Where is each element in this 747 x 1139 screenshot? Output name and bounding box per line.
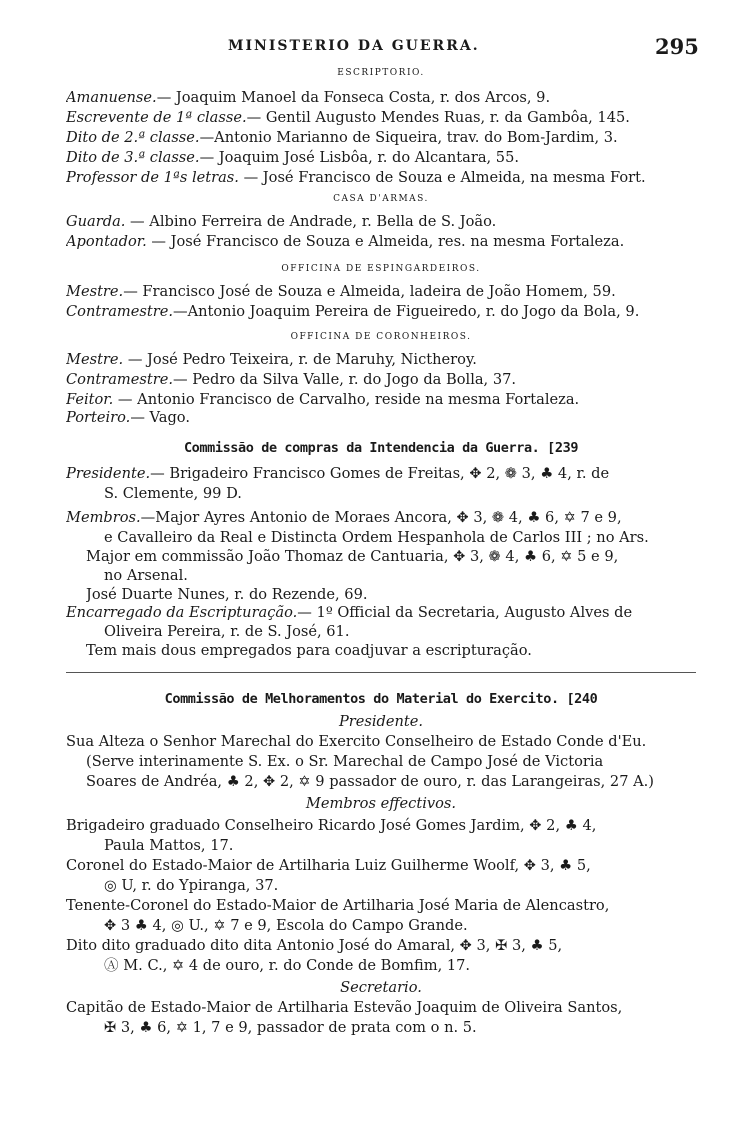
entry-line [66,370,696,390]
entry-line [66,408,696,428]
entry-role: Escrevente de 1ª classe. [66,109,247,126]
entry-role: Membros. [66,509,141,526]
entry-continuation: no Arsenal. [104,567,188,584]
entry-text: — Brigadeiro Francisco Gomes de Freitas, ✥ 2, ❁ 3, ♣ 4, r. de [150,465,610,482]
entry-line [66,390,696,410]
entry-line [66,148,696,168]
entry-line: Brigadeiro graduado Conselheiro Ricardo José Gomes Jardim, ✥ 2, ♣ 4, [66,817,597,834]
entry-line [66,603,696,623]
page-header [0,34,747,64]
entry-text: —Major Ayres Antonio de Moraes Ancora, ✥ 3, ❁ 4, ♣ 6, ✡ 7 e 9, [140,509,622,526]
entry-role: Contramestre. [66,371,173,388]
entry-continuation: (Serve interinamente S. Ex. o Sr. Marechal de Campo José de Victoria [86,753,604,770]
entry-text: — Antonio Francisco de Carvalho, reside na mesma Fortaleza. [113,391,580,408]
entry-line [66,302,696,322]
entry-line [66,212,696,232]
entry-continuation: Oliveira Pereira, r. de S. José, 61. [104,623,350,640]
entry-text: — José Francisco de Souza e Almeida, na mesma Fort. [238,169,646,186]
section-heading-compras: Commissão de compras da Intendencia da Guerra. [239 [183,440,579,456]
section-heading-melhoramentos: Commissão de Melhoramentos do Material do Exercito. [240 [164,691,598,707]
entry-line: Major em commissão João Thomaz de Cantuaria, ✥ 3, ❁ 4, ♣ 6, ✡ 5 e 9, [86,548,619,565]
entry-line [66,350,696,370]
entry-role: Feitor. [66,391,114,408]
entry-line [66,128,696,148]
entry-text: — Francisco José de Souza e Almeida, ladeira de João Homem, 59. [123,283,616,300]
entry-line: Tenente-Coronel do Estado-Maior de Artilharia José Maria de Alencastro, [66,897,610,914]
entry-role: Mestre. [66,351,124,368]
entry-continuation: Ⓐ M. C., ✡ 4 de ouro, r. do Conde de Bomfim, 17. [104,957,471,974]
section-heading-casa-armas: CASA D'ARMAS. [333,194,429,204]
entry-role: Mestre. [66,283,124,300]
entry-line: José Duarte Nunes, r. do Rezende, 69. [86,586,368,603]
entry-line [66,168,696,188]
entry-continuation: Soares de Andréa, ♣ 2, ✥ 2, ✡ 9 passador de ouro, r. das Larangeiras, 27 A.) [86,773,654,790]
entry-text: — Albino Ferreira de Andrade, r. Bella de S. João. [125,213,497,230]
entry-role: Presidente. [66,465,151,482]
entry-text: — José Francisco de Souza e Almeida, res. na mesma Fortaleza. [146,233,625,250]
entry-role: Guarda. [66,213,126,230]
entry-role: Porteiro. [66,409,131,426]
entry-line [66,464,696,484]
entry-line [66,282,696,302]
entry-continuation: ✥ 3 ♣ 4, ◎ U., ✡ 7 e 9, Escola do Campo Grande. [104,917,468,934]
subheading-presidente: Presidente. [338,713,424,730]
entry-line [66,88,696,108]
entry-text: —Antonio Marianno de Siqueira, trav. do Bom-Jardim, 3. [199,129,618,146]
running-title: MINISTERIO DA GUERRA. [228,38,480,54]
section-heading-escriptorio: ESCRIPTORIO. [337,68,425,78]
entry-line [66,508,696,528]
entry-line [66,232,696,252]
entry-line: Coronel do Estado-Maior de Artilharia Luiz Guilherme Woolf, ✥ 3, ♣ 5, [66,857,591,874]
entry-continuation: S. Clemente, 99 D. [104,485,242,502]
entry-role: Apontador. [66,233,147,250]
section-heading-espingardeiros: OFFICINA DE ESPINGARDEIROS. [281,264,481,274]
entry-text: — 1º Official da Secretaria, Augusto Alves de [297,604,633,621]
entry-line: Capitão de Estado-Maior de Artilharia Estevão Joaquim de Oliveira Santos, [66,999,623,1016]
entry-role: Encarregado da Escripturação. [66,604,298,621]
entry-continuation: ✠ 3, ♣ 6, ✡ 1, 7 e 9, passador de prata com o n. 5. [104,1019,477,1036]
entry-text: — Gentil Augusto Mendes Ruas, r. da Gambôa, 145. [246,109,630,126]
entry-role: Dito de 2.ª classe. [66,129,200,146]
entry-continuation: ◎ U, r. do Ypiranga, 37. [104,877,279,894]
subheading-membros: Membros effectivos. [305,795,457,812]
entry-text: — Joaquim Manoel da Fonseca Costa, r. dos Arcos, 9. [156,89,551,106]
entry-line: Tem mais dous empregados para coadjuvar a escripturação. [86,642,532,659]
entry-line [66,108,696,128]
section-divider [66,672,696,673]
section-heading-coronheiros: OFFICINA DE CORONHEIROS. [290,332,472,342]
subheading-secretario: Secretario. [340,979,422,996]
entry-text: — Vago. [130,409,190,426]
entry-role: Dito de 3.ª classe. [66,149,200,166]
entry-role: Professor de 1ªs letras. [66,169,239,186]
entry-text: —Antonio Joaquim Pereira de Figueiredo, r. do Jogo da Bola, 9. [172,303,640,320]
entry-continuation: e Cavalleiro da Real e Distincta Ordem Hespanhola de Carlos III ; no Ars. [104,529,649,546]
entry-line: Dito dito graduado dito dita Antonio José do Amaral, ✥ 3, ✠ 3, ♣ 5, [66,937,563,954]
entry-role: Contramestre. [66,303,173,320]
entry-role: Amanuense. [66,89,157,106]
entry-text: — Pedro da Silva Valle, r. do Jogo da Bolla, 37. [172,371,517,388]
page-number: 295 [655,34,699,59]
entry-continuation: Paula Mattos, 17. [104,837,234,854]
entry-text: — Joaquim José Lisbôa, r. do Alcantara, 55. [199,149,520,166]
entry-text: — José Pedro Teixeira, r. de Maruhy, Nictheroy. [123,351,477,368]
entry-line: Sua Alteza o Senhor Marechal do Exercito Conselheiro de Estado Conde d'Eu. [66,733,647,750]
